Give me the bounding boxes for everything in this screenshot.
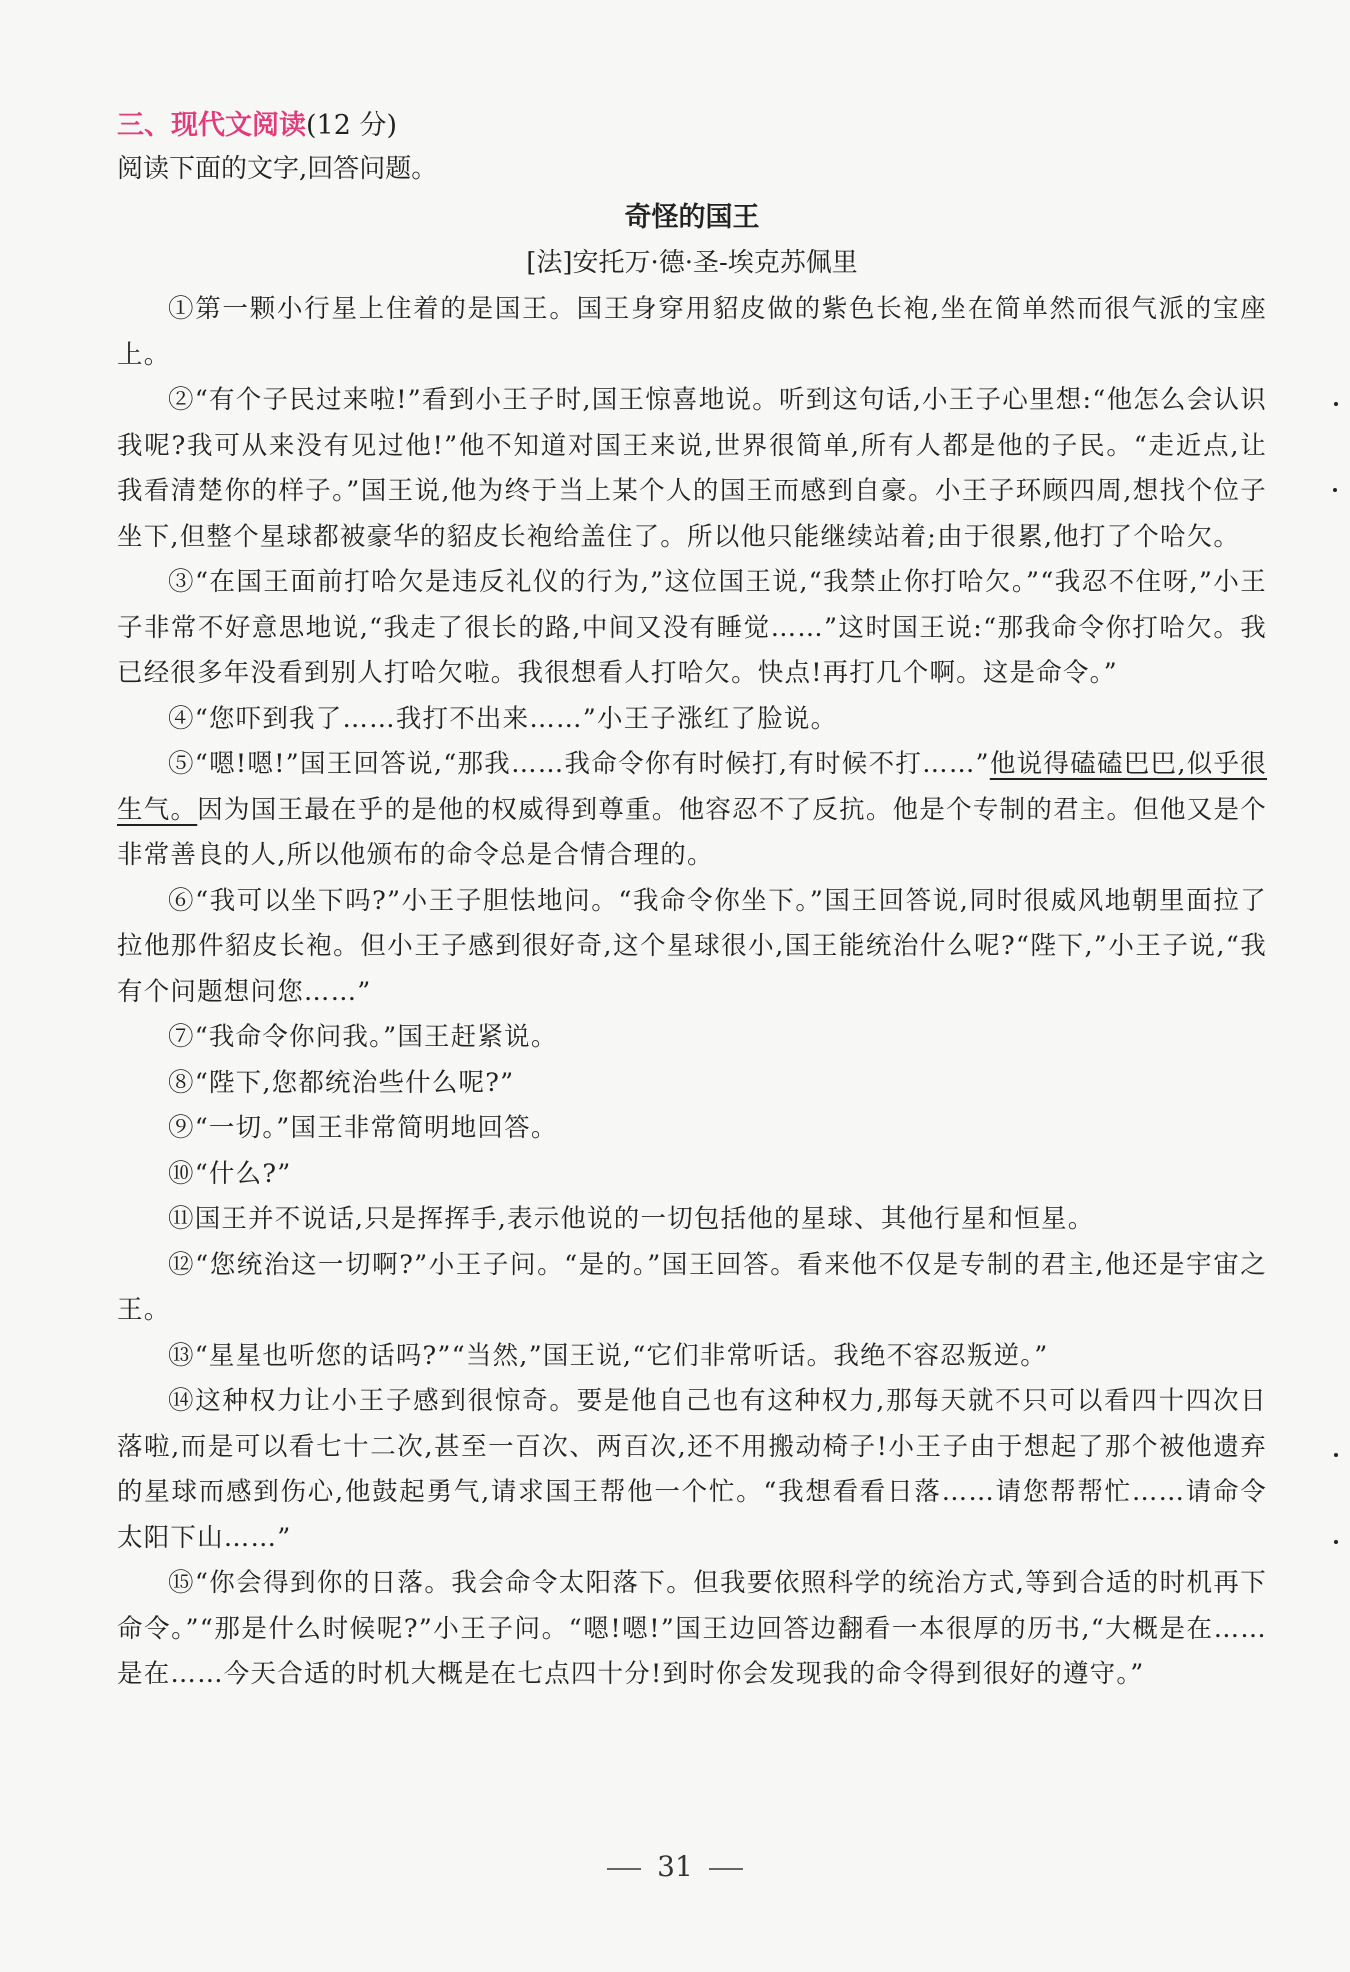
instruction-text: 阅读下面的文字,回答问题。 (117, 154, 438, 184)
document-page (117, 105, 1267, 1698)
paragraph-6: ⑥“我可以坐下吗?”小王子胆怯地问。“我命令你坐下。”国王回答说,同时很威风地朝里面拉了拉他那件貂皮长袍。但小王子感到很好奇,这个星球很小,国王能统治什么呢?“陛下,”小王子说,“我有个问题想问您……” (117, 885, 1267, 1007)
paragraph-7: ⑦“我命令你问我。”国王赶紧说。 (168, 1022, 558, 1052)
paragraph-14: ⑭这种权力让小王子感到很惊奇。要是他自己也有这种权力,那每天就不只可以看四十四次日落啦,而是可以看七十二次,甚至一百次、两百次,还不用搬动椅子!小王子由于想起了那个被他遗弃的星球而感到伤心,他鼓起勇气,请求国王帮他一个忙。“我想看看日落……请您帮帮忙……请命令太阳下山……” (117, 1386, 1267, 1553)
paragraph-13: ⑬“星星也听您的话吗?”“当然,”国王说,“它们非常听话。我绝不容忍叛逆。” (168, 1340, 1049, 1371)
paragraph-1: ①第一颗小行星上住着的是国王。国王身穿用貂皮做的紫色长袍,坐在简单然而很气派的宝座上。 (117, 294, 1267, 370)
story-title: 奇怪的国王 (624, 202, 760, 233)
paragraph-4: ④“您吓到我了……我打不出来……”小王子涨红了脸说。 (168, 703, 838, 734)
paragraph-12: ⑫“您统治这一切啊?”小王子问。“是的。”国王回答。看来他不仅是专制的君主,他还是宇宙之王。 (117, 1249, 1267, 1325)
paragraph-3: ③“在国王面前打哈欠是违反礼仪的行为,”这位国王说,“我禁止你打哈欠。”“我忍不住呀,”小王子非常不好意思地说,“我走了很长的路,中间又没有睡觉……”这时国王说:“那我命令你打哈欠。我已经很多年没看到别人打哈欠啦。我很想看人打哈欠。快点!再打几个啊。这是命令。” (117, 567, 1267, 688)
paragraph-8: ⑧“陛下,您都统治些什么呢?” (168, 1067, 515, 1098)
paragraph-5-start: ⑤“嗯!嗯!”国王回答说,“那我……我命令你有时候打,有时候不打……” (168, 749, 990, 779)
story-author: [法]安托万·德·圣-埃克苏佩里 (526, 248, 858, 278)
section-title: 三、现代文阅读 (117, 110, 306, 141)
paragraph-9: ⑨“一切。”国王非常简明地回答。 (168, 1113, 558, 1143)
margin-speck (1334, 402, 1338, 406)
footer-dash-left (607, 1868, 641, 1870)
paragraph-5 (117, 742, 1267, 879)
section-heading (117, 105, 1267, 147)
section-score: (12 分) (306, 110, 398, 141)
footer-dash-right (709, 1868, 743, 1870)
underlined-sentence: 他说得磕磕巴巴,似乎很生气。 (117, 749, 1267, 825)
paragraph-2: ②“有个子民过来啦!”看到小王子时,国王惊喜地说。听到这句话,小王子心里想:“他怎么会认识我呢?我可从来没有见过他!”他不知道对国王来说,世界很简单,所有人都是他的子民。“走近点,让我看清楚你的样子。”国王说,他为终于当上某个人的国王而感到自豪。小王子环顾四周,想找个位子坐下,但整个星球都被豪华的貂皮长袍给盖住了。所以他只能继续站着;由于很累,他打了个哈欠。 (117, 385, 1267, 552)
margin-speck (1334, 1540, 1338, 1544)
margin-speck (1334, 1453, 1338, 1457)
paragraph-10: ⑩“什么?” (168, 1158, 292, 1189)
page-number: 31 (657, 1850, 693, 1883)
page-footer (0, 1850, 1350, 1883)
margin-speck (1333, 488, 1337, 492)
paragraph-5-end: 因为国王最在乎的是他的权威得到尊重。他容忍不了反抗。他是个专制的君主。但他又是个非常善良的人,所以他颁布的命令总是合情合理的。 (117, 794, 1267, 870)
paragraph-11: ⑪国王并不说话,只是挥挥手,表示他说的一切包括他的星球、其他行星和恒星。 (168, 1204, 1095, 1234)
paragraph-15: ⑮“你会得到你的日落。我会命令太阳落下。但我要依照科学的统治方式,等到合适的时机再下命令。”“那是什么时候呢?”小王子问。“嗯!嗯!”国王边回答边翻看一本很厚的历书,“大概是在……是在……今天合适的时机大概是在七点四十分!到时你会发现我的命令得到很好的遵守。” (117, 1568, 1267, 1689)
